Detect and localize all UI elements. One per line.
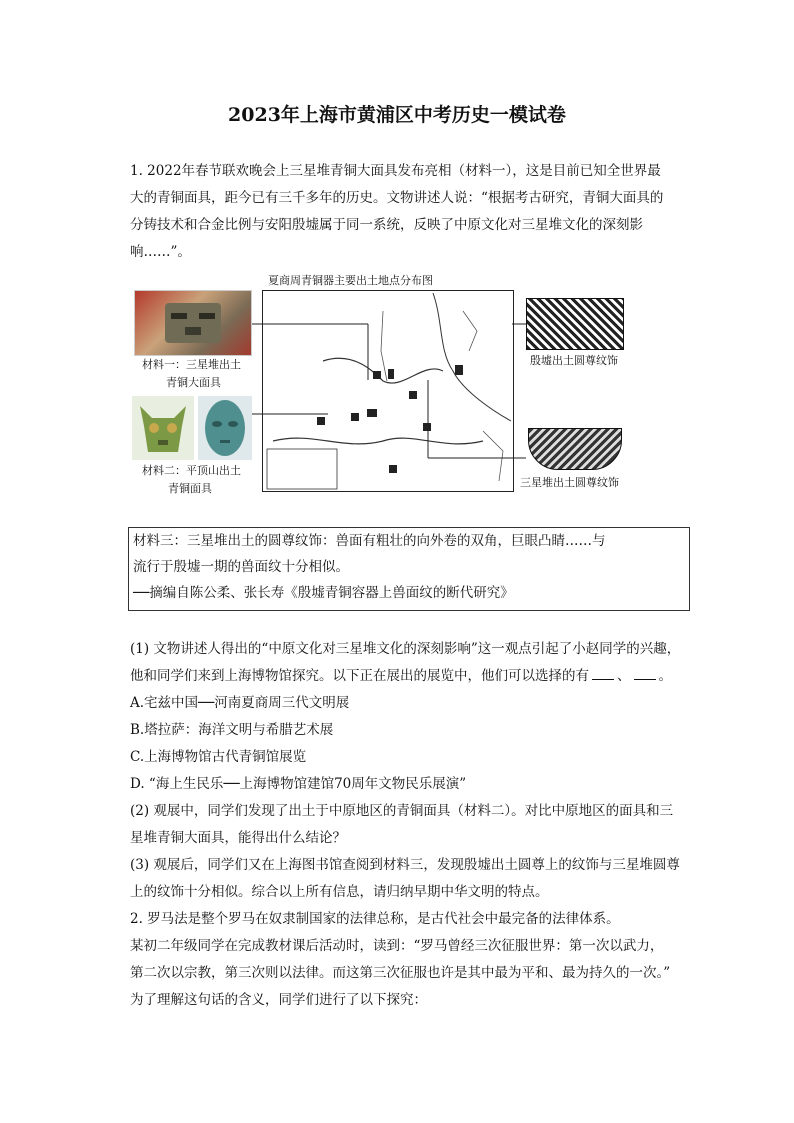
text-line: 1. 2022年春节联欢晚会上三星堆青铜大面具发布亮相（材料一），这是目前已知全世界最 — [130, 163, 661, 179]
text-line: 星堆青铜大面具，能得出什么结论？ — [130, 830, 346, 846]
yinxu-pattern-photo — [526, 298, 624, 350]
material-3-box — [128, 527, 690, 611]
question-2 — [130, 906, 690, 1014]
material-figure — [128, 268, 628, 498]
option-a: A.宅兹中国──河南夏商周三代文明展 — [130, 695, 350, 711]
text-line: (1) 文物讲述人得出的“中原文化对三星堆文化的深刻影响”这一观点引起了小赵同学的兴趣， — [130, 641, 681, 657]
caption-yinxu-pattern: 殷墟出土圆尊纹饰 — [530, 354, 618, 367]
text-line — [130, 663, 690, 690]
text-line: 流行于殷墟一期的兽面纹十分相似。 — [133, 559, 349, 575]
option-c: C.上海博物馆古代青铜馆展览 — [130, 749, 307, 765]
text-line: 第二次以宗教，第三次则以法律。而这第三次征服也许是其中最为平和、最为持久的一次。” — [130, 965, 671, 981]
caption-material-1-line2: 青铜大面具 — [166, 376, 221, 389]
text-line: 分铸技术和合金比例与安阳殷墟属于同一系统，反映了中原文化对三星堆文化的深刻影 — [130, 217, 643, 233]
question-1-stem — [130, 158, 690, 266]
sentence-end: 。 — [658, 668, 672, 684]
text-line: 大的青铜面具，距今已有三千多年的历史。文物讲述人说：“根据考古研究，青铜大面具的 — [130, 190, 664, 206]
text-line: (3) 观展后，同学们又在上海图书馆查阅到材料三，发现殷墟出土圆尊上的纹饰与三星堆圆尊 — [130, 857, 680, 873]
text-line: 为了理解这句话的含义，同学们进行了以下探究： — [130, 992, 427, 1008]
map-title: 夏商周青铜器主要出土地点分布图 — [268, 274, 433, 287]
option-d: D. “海上生民乐──上海博物馆建馆70周年文物民乐展演” — [130, 776, 467, 792]
blank-separator: 、 — [617, 668, 631, 684]
caption-material-2-line2: 青铜面具 — [168, 482, 212, 495]
answer-blank-1[interactable] — [592, 667, 614, 680]
text-line: 响……”。 — [130, 244, 191, 260]
text-line: 2. 罗马法是整个罗马在奴隶制国家的法律总称，是古代社会中最完备的法律体系。 — [130, 911, 620, 927]
caption-material-2: 材料二：平顶山出土 — [142, 464, 241, 477]
text-line: 上的纹饰十分相似。综合以上所有信息，请归纳早期中华文明的特点。 — [130, 884, 549, 900]
option-b: B.塔拉萨：海洋文明与希腊艺术展 — [130, 722, 334, 738]
text-line: 某初二年级同学在完成教材课后活动时，读到：“罗马曾经三次征服世界：第一次以武力， — [130, 938, 664, 954]
text-line: ──摘编自陈公柔、张长寿《殷墟青铜容器上兽面纹的断代研究》 — [133, 585, 514, 601]
text-line: 他和同学们来到上海博物馆探究。以下正在展出的展览中，他们可以选择的有 — [130, 668, 589, 684]
caption-sanxingdui-pattern: 三星堆出土圆尊纹饰 — [520, 476, 619, 489]
page-title: 2023年上海市黄浦区中考历史一模试卷 — [228, 104, 566, 126]
answer-blank-2[interactable] — [634, 667, 656, 680]
caption-material-1: 材料一：三星堆出土 — [142, 358, 241, 371]
sanxingdui-pattern-photo — [528, 428, 622, 470]
question-1-subquestions — [130, 636, 690, 906]
text-line: (2) 观展中，同学们发现了出土于中原地区的青铜面具（材料二）。对比中原地区的面具和三 — [130, 803, 674, 819]
text-line: 材料三：三星堆出土的圆尊纹饰：兽面有粗壮的向外卷的双角，巨眼凸睛……与 — [133, 533, 606, 549]
